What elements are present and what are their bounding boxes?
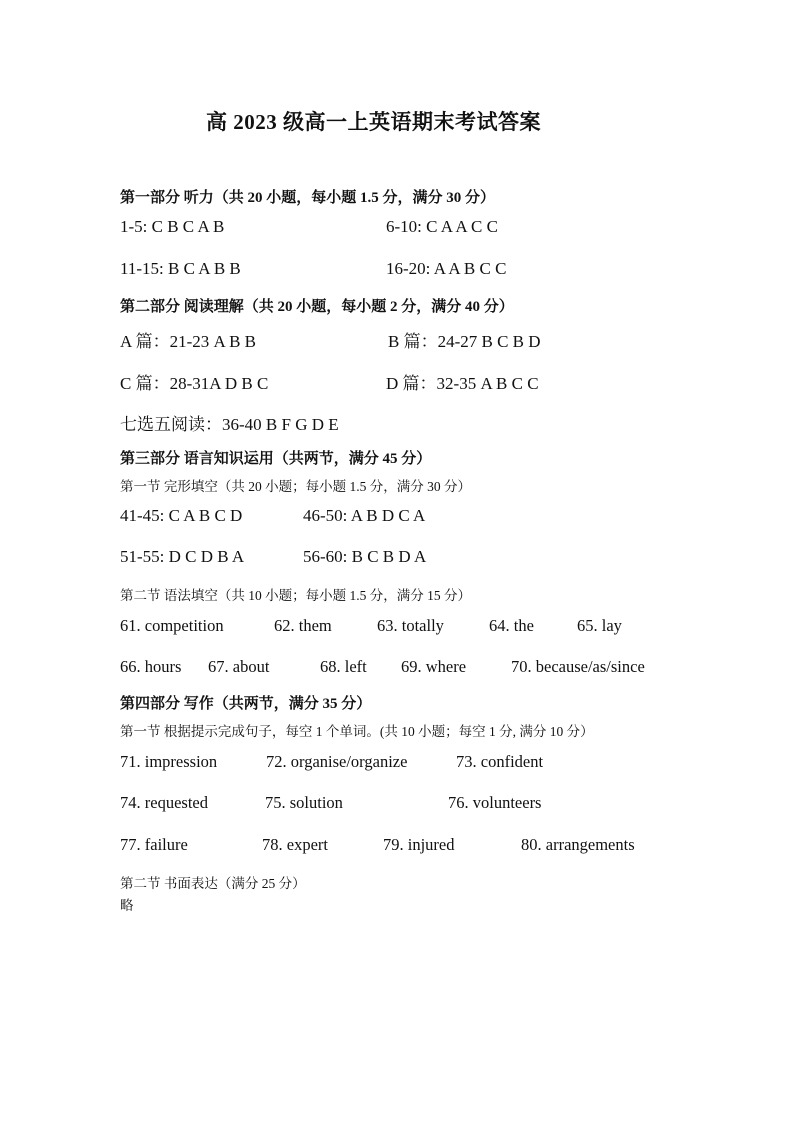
answer-item: 66. hours	[120, 657, 182, 676]
answer-group: D 篇：32-35 A B C C	[386, 374, 539, 393]
part4-sec2-heading: 第二节 书面表达（满分 25 分）	[120, 876, 306, 891]
answer-item: 73. confident	[456, 752, 544, 771]
writing-answer: 略	[120, 898, 134, 913]
answer-item: 67. about	[208, 657, 270, 676]
answer-item: 64. the	[489, 616, 534, 635]
answer-item: 75. solution	[265, 793, 343, 812]
answer-group: 56-60: B C B D A	[303, 547, 427, 566]
answer-item: 76. volunteers	[448, 793, 542, 812]
part1-heading: 第一部分 听力（共 20 小题，每小题 1.5 分，满分 30 分）	[120, 190, 496, 206]
answer-group: B 篇：24-27 B C B D	[388, 332, 541, 351]
answer-item: 78. expert	[262, 835, 328, 854]
answer-item: 74. requested	[120, 793, 208, 812]
answer-item: 61. competition	[120, 616, 224, 635]
answer-group: 46-50: A B D C A	[303, 506, 426, 525]
answer-group: A 篇：21-23 A B B	[120, 332, 257, 351]
answer-item: 79. injured	[383, 835, 455, 854]
answer-item: 71. impression	[120, 752, 218, 771]
answer-item: 77. failure	[120, 835, 188, 854]
answer-item: 70. because/as/since	[511, 657, 645, 676]
page-title: 高 2023 级高一上英语期末考试答案	[206, 110, 541, 134]
part3-sec1-heading: 第一节 完形填空（共 20 小题；每小题 1.5 分，满分 30 分）	[120, 479, 471, 494]
answer-item: 69. where	[401, 657, 467, 676]
answer-item: 65. lay	[577, 616, 622, 635]
answer-group: 1-5: C B C A B	[120, 217, 225, 236]
answer-group: 51-55: D C D B A	[120, 547, 245, 566]
part3-sec2-heading: 第二节 语法填空（共 10 小题；每小题 1.5 分，满分 15 分）	[120, 588, 471, 603]
part4-heading: 第四部分 写作（共两节，满分 35 分）	[120, 696, 372, 712]
answer-item: 68. left	[320, 657, 367, 676]
part4-sec1-heading: 第一节 根据提示完成句子，每空 1 个单词。(共 10 小题；每空 1 分, 满分 10 分）	[120, 724, 594, 739]
answer-group: 41-45: C A B C D	[120, 506, 243, 525]
answer-item: 62. them	[274, 616, 332, 635]
answer-group: C 篇：28-31A D B C	[120, 374, 269, 393]
part2-heading: 第二部分 阅读理解（共 20 小题，每小题 2 分，满分 40 分）	[120, 299, 514, 315]
answer-item: 80. arrangements	[521, 835, 635, 854]
answer-group: 16-20: A A B C C	[386, 259, 507, 278]
answer-group: 11-15: B C A B B	[120, 259, 241, 278]
answer-group: 6-10: C A A C C	[386, 217, 498, 236]
part3-heading: 第三部分 语言知识运用（共两节，满分 45 分）	[120, 451, 432, 467]
answer-item: 72. organise/organize	[266, 752, 408, 771]
seven-five-answers: 七选五阅读：36-40 B F G D E	[120, 415, 339, 434]
answer-item: 63. totally	[377, 616, 444, 635]
